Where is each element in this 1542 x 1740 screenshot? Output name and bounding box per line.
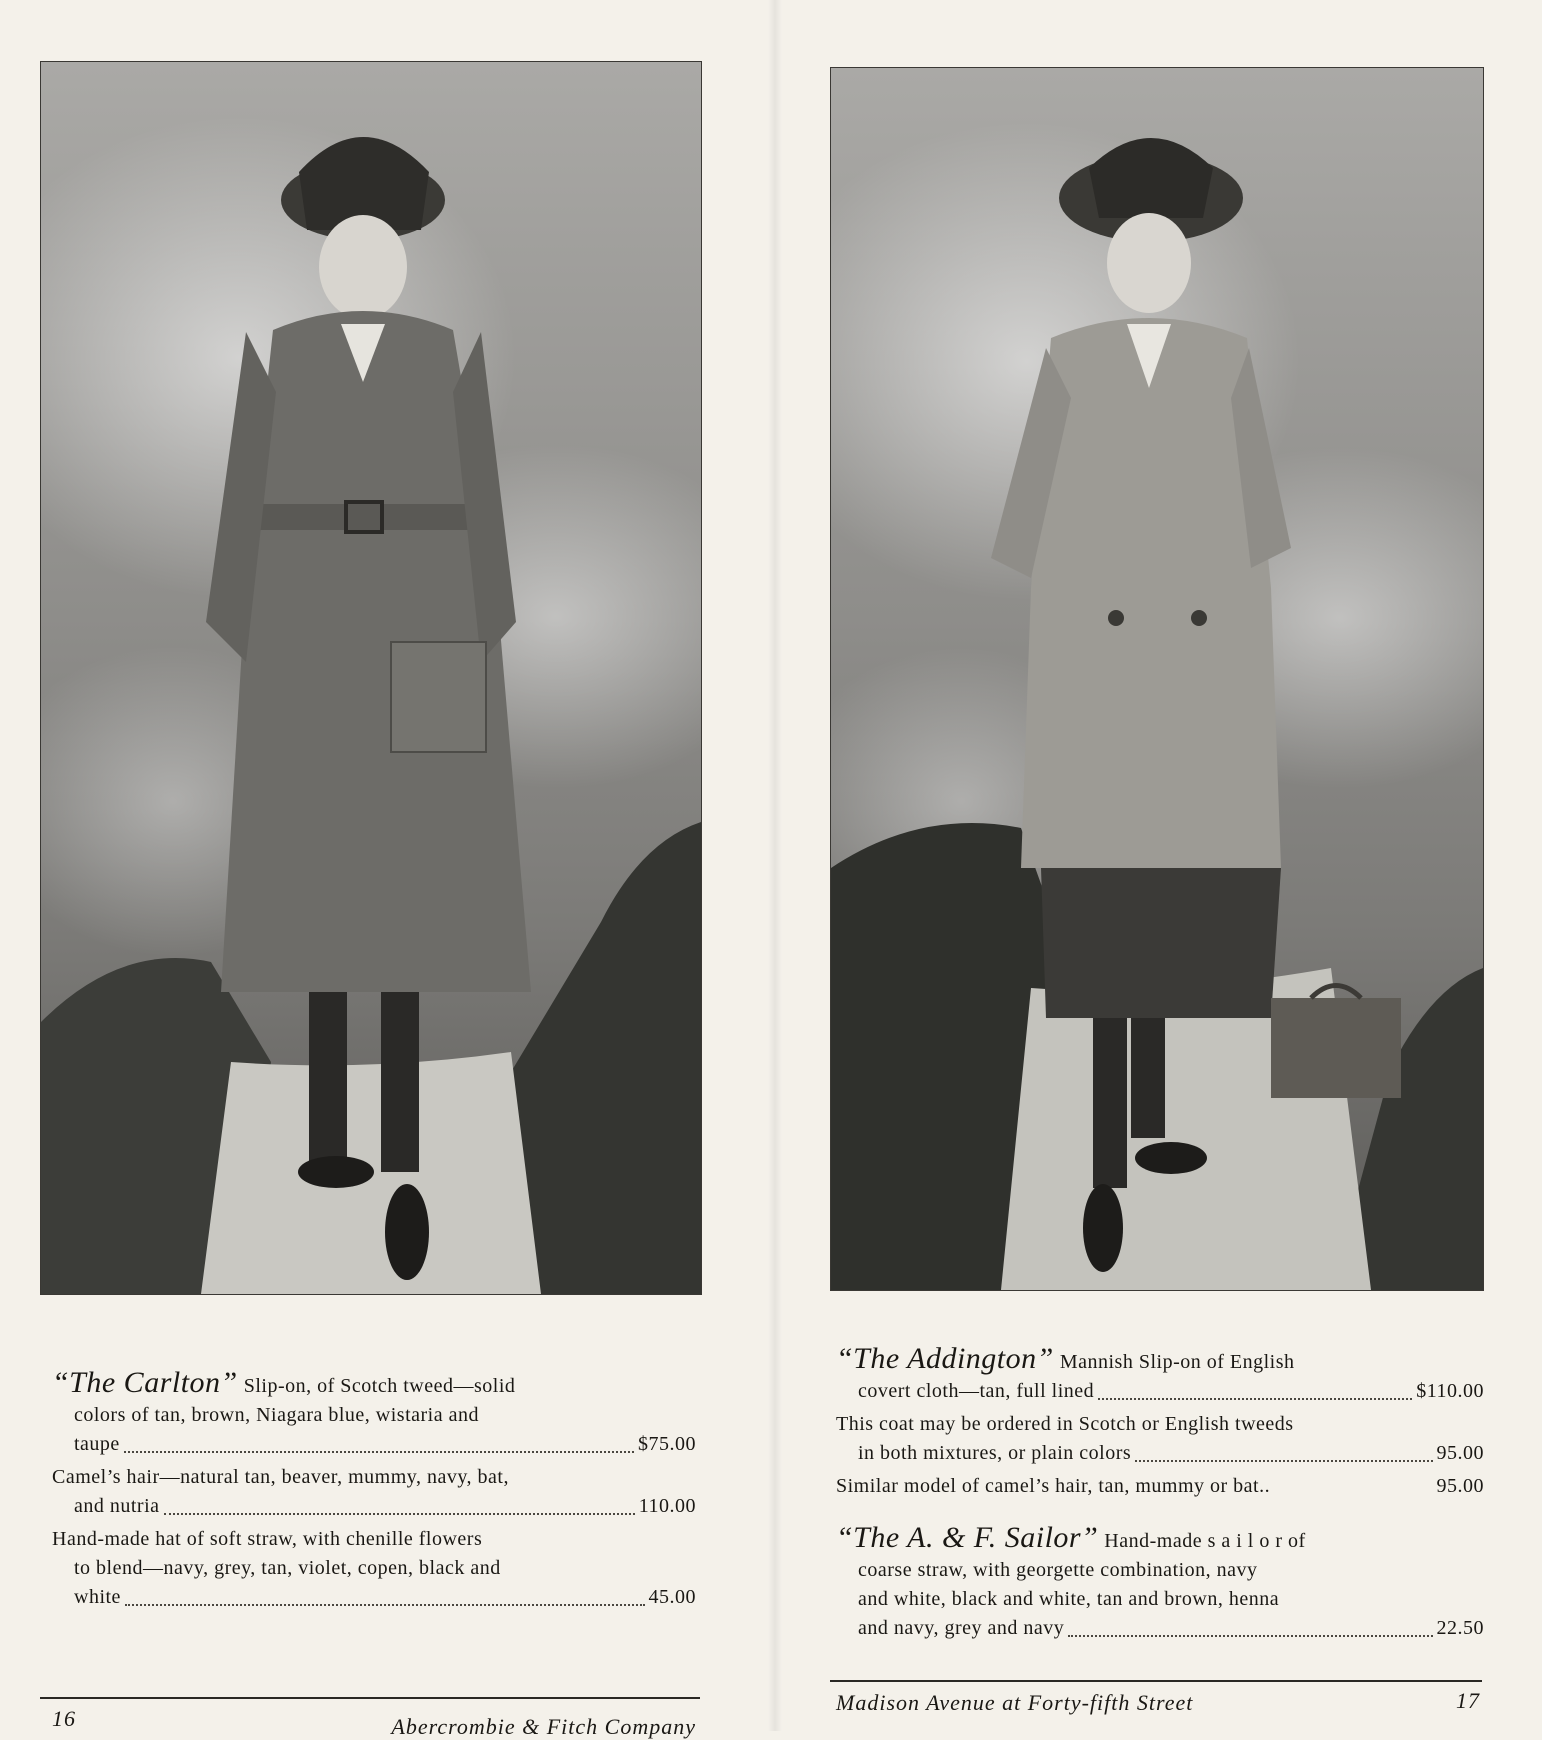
addington-desc-line-1: Mannish Slip-on of English [1059, 1351, 1295, 1373]
carlton-price: $75.00 [638, 1433, 696, 1455]
camels-hair-line-1: Camel’s hair—natural tan, beaver, mummy, navy, bat, [52, 1466, 509, 1488]
addington-figure-illustration [831, 68, 1483, 1290]
camels-hair-price: 110.00 [638, 1495, 696, 1517]
dot-leader [1068, 1635, 1432, 1637]
camels-hair-model-price: 95.00 [1436, 1475, 1484, 1497]
left-page [0, 0, 770, 1739]
right-caption [836, 1344, 1484, 1647]
carlton-name: “The Carlton” [52, 1366, 238, 1399]
sailor-price: 22.50 [1436, 1617, 1484, 1639]
sailor-desc-line-4: and navy, grey and navy [858, 1617, 1065, 1639]
carlton-desc-line-2: colors of tan, brown, Niagara blue, wistaria and [74, 1404, 479, 1426]
tweed-option-entry [836, 1410, 1484, 1468]
footer-rule [830, 1680, 1482, 1682]
addington-name: “The Addington” [836, 1342, 1054, 1375]
addington-desc-line-2: covert cloth—tan, full lined [858, 1380, 1095, 1402]
straw-hat-price: 45.00 [648, 1586, 696, 1608]
footer-rule [40, 1697, 700, 1699]
tweed-option-price: 95.00 [1436, 1442, 1484, 1464]
tweed-option-line-1: This coat may be ordered in Scotch or English tweeds [836, 1413, 1294, 1435]
camels-hair-model-entry [836, 1472, 1484, 1501]
straw-hat-entry [52, 1525, 696, 1612]
dot-leader [124, 1451, 634, 1453]
addington-entry [836, 1344, 1484, 1406]
camels-hair-model-line: Similar model of camel’s hair, tan, mummy or bat.. [836, 1475, 1271, 1497]
running-footer: Madison Avenue at Forty-fifth Street [836, 1690, 1194, 1715]
camels-hair-line-2: and nutria [74, 1495, 160, 1517]
sailor-desc-line-1: Hand-made s a i l o r of [1104, 1530, 1306, 1552]
tweed-option-line-2: in both mixtures, or plain colors [858, 1442, 1132, 1464]
sailor-desc-line-3: and white, black and white, tan and brown, henna [858, 1588, 1280, 1610]
page-number: 16 [52, 1706, 76, 1731]
carlton-desc-line-3: taupe [74, 1433, 120, 1455]
addington-coat-photo [830, 67, 1484, 1291]
dot-leader [125, 1604, 645, 1606]
dot-leader [1098, 1398, 1412, 1400]
sailor-entry [836, 1523, 1484, 1643]
carlton-desc-line-1: Slip-on, of Scotch tweed—solid [243, 1375, 516, 1397]
sailor-desc-line-2: coarse straw, with georgette combination, navy [858, 1559, 1258, 1581]
dot-leader [164, 1513, 635, 1515]
dot-leader [1135, 1460, 1432, 1462]
carlton-figure-illustration [41, 62, 701, 1294]
addington-price: $110.00 [1416, 1380, 1484, 1402]
carlton-coat-photo [40, 61, 702, 1295]
page-number: 17 [1456, 1688, 1480, 1713]
running-footer: Abercrombie & Fitch Company [391, 1714, 696, 1739]
carlton-entry [52, 1368, 696, 1459]
right-page [772, 0, 1542, 1731]
straw-hat-line-3: white [74, 1586, 121, 1608]
camels-hair-entry [52, 1463, 696, 1521]
straw-hat-line-1: Hand-made hat of soft straw, with chenille flowers [52, 1528, 483, 1550]
straw-hat-line-2: to blend—navy, grey, tan, violet, copen, black and [74, 1557, 501, 1579]
sailor-name: “The A. & F. Sailor” [836, 1521, 1099, 1554]
left-caption [52, 1368, 696, 1616]
